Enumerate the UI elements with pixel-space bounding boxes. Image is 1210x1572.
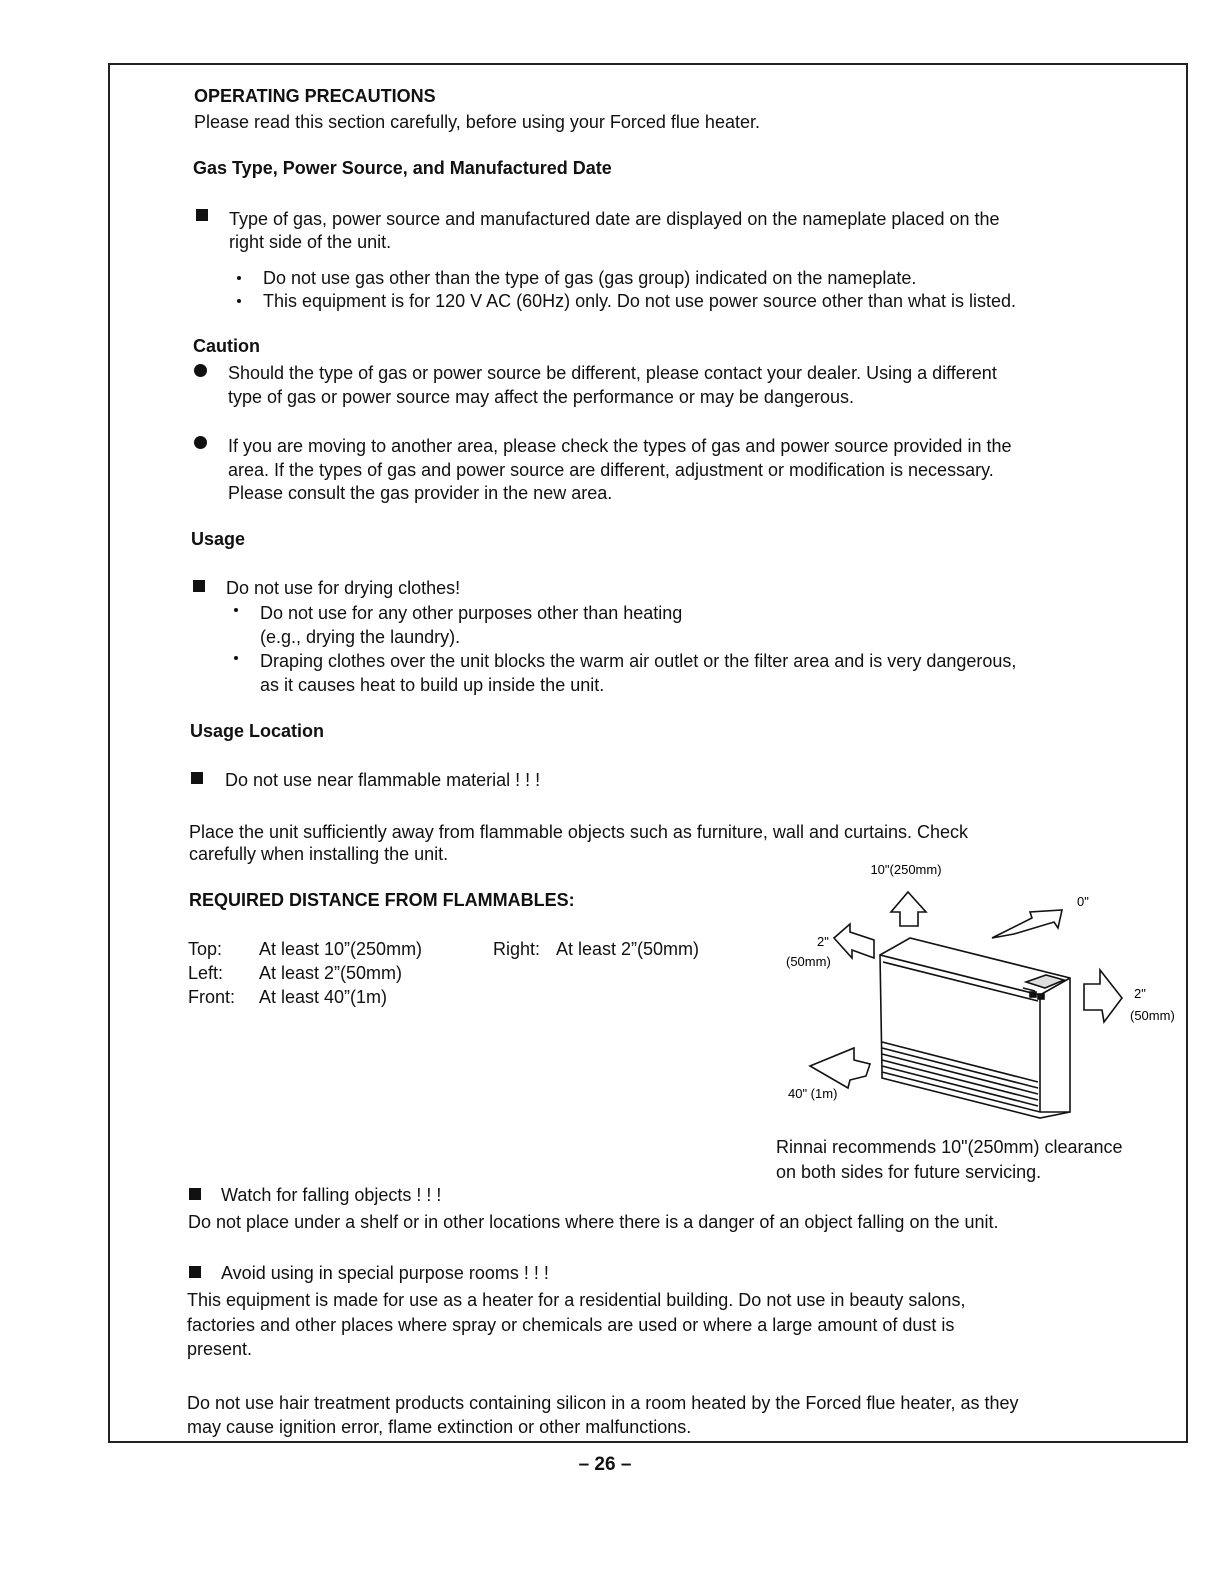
gas-heading: Gas Type, Power Source, and Manufactured Date	[193, 158, 612, 178]
special-item: Avoid using in special purpose rooms ! ! !	[221, 1263, 549, 1283]
gas-item-line2: right side of the unit.	[229, 232, 392, 252]
hair-line2: may cause ignition error, flame extinction or other malfunctions.	[187, 1417, 692, 1437]
falling-item: Watch for falling objects ! ! !	[221, 1185, 442, 1205]
diagram-front-label: 40" (1m)	[788, 1086, 838, 1101]
diagram-left-mm: (50mm)	[786, 954, 831, 969]
square-bullet-icon	[189, 1266, 201, 1278]
left-value: At least 2”(50mm)	[259, 963, 403, 983]
square-bullet-icon	[193, 580, 205, 592]
gas-item-line1: Type of gas, power source and manufactured date are displayed on the nameplate placed on the	[229, 209, 1000, 229]
gas-sub2: This equipment is for 120 V AC (60Hz) only. Do not use power source other than what is listed.	[263, 291, 1017, 311]
round-bullet-icon	[194, 436, 207, 449]
caution1-line1: Should the type of gas or power source be different, please contact your dealer. Using a different	[228, 363, 997, 383]
usage-sub2-line2: as it causes heat to build up inside the unit.	[260, 675, 605, 695]
diagram-right-mm: (50mm)	[1130, 1008, 1175, 1023]
special-line2: factories and other places where spray or chemicals are used or where a large amount of dust is	[187, 1315, 955, 1335]
usage-sub2-line1: Draping clothes over the unit blocks the warm air outlet or the filter area and is very dangerous,	[260, 651, 1017, 671]
usage-sub1-line2: (e.g., drying the laundry).	[260, 627, 461, 647]
arrow-back-icon	[992, 910, 1062, 938]
intro-text: Please read this section carefully, before using your Forced flue heater.	[194, 112, 760, 132]
caution2-line2: area. If the types of gas and power source are different, adjustment or modification is necessary.	[228, 460, 994, 480]
square-bullet-icon	[191, 772, 203, 784]
arrow-right-icon	[1084, 970, 1122, 1022]
caution2-line3: Please consult the gas provider in the new area.	[228, 483, 613, 503]
diagram-top-label: 10"(250mm)	[870, 862, 942, 877]
gas-sub1: Do not use gas other than the type of gas (gas group) indicated on the nameplate.	[263, 268, 917, 288]
diagram-caption-line2: on both sides for future servicing.	[776, 1162, 1042, 1182]
special-line3: present.	[187, 1339, 253, 1359]
arrow-left-icon	[834, 924, 874, 958]
left-label: Left:	[188, 963, 224, 983]
front-value: At least 40”(1m)	[259, 987, 388, 1007]
square-bullet-icon	[196, 209, 208, 221]
hair-line1: Do not use hair treatment products containing silicon in a room heated by the Forced flue heater, as they	[187, 1393, 1019, 1413]
usage-sub1-line1: Do not use for any other purposes other than heating	[260, 603, 683, 623]
dot-bullet-icon	[234, 656, 238, 660]
clearance-diagram	[770, 850, 1180, 1120]
front-label: Front:	[188, 987, 236, 1007]
usage-heading: Usage	[191, 529, 246, 549]
page-title: OPERATING PRECAUTIONS	[194, 86, 436, 106]
top-value: At least 10”(250mm)	[259, 939, 423, 959]
location-item: Do not use near flammable material ! ! !	[225, 770, 541, 790]
caution-heading: Caution	[193, 336, 260, 356]
diagram-right-inch: 2"	[1134, 986, 1146, 1001]
caution1-line2: type of gas or power source may affect the performance or may be dangerous.	[228, 387, 855, 407]
diagram-left-inch: 2"	[817, 934, 829, 949]
required-distance-heading: REQUIRED DISTANCE FROM FLAMMABLES:	[189, 890, 575, 910]
right-label: Right:	[493, 939, 541, 959]
top-label: Top:	[188, 939, 223, 959]
usage-item: Do not use for drying clothes!	[226, 578, 461, 598]
location-para-line1: Place the unit sufficiently away from flammable objects such as furniture, wall and curtains. Check	[189, 822, 969, 842]
location-para-line2: carefully when installing the unit.	[189, 844, 449, 864]
diagram-caption-line1: Rinnai recommends 10"(250mm) clearance	[776, 1137, 1123, 1157]
right-value: At least 2”(50mm)	[556, 939, 700, 959]
dot-bullet-icon	[237, 276, 241, 280]
special-line1: This equipment is made for use as a heater for a residential building. Do not use in beauty salons,	[187, 1290, 966, 1310]
dot-bullet-icon	[234, 608, 238, 612]
caution2-line1: If you are moving to another area, please check the types of gas and power source provided in the	[228, 436, 1012, 456]
location-heading: Usage Location	[190, 721, 325, 741]
arrow-front-icon	[810, 1048, 870, 1088]
falling-text: Do not place under a shelf or in other locations where there is a danger of an object falling on the unit.	[188, 1212, 999, 1232]
round-bullet-icon	[194, 364, 207, 377]
arrow-up-icon	[891, 892, 926, 926]
page-number: – 26 –	[578, 1454, 632, 1475]
square-bullet-icon	[189, 1188, 201, 1200]
dot-bullet-icon	[237, 299, 241, 303]
diagram-back-label: 0"	[1077, 894, 1089, 909]
heater-unit-illustration	[880, 938, 1070, 1118]
